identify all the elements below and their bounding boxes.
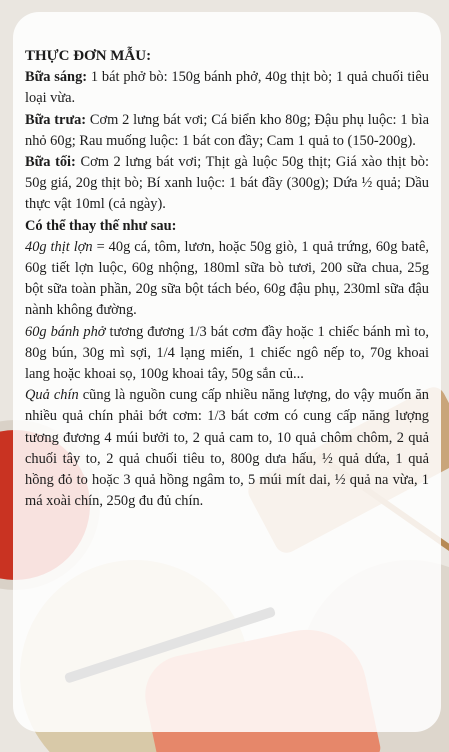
page-title: THỰC ĐƠN MẪU: <box>25 48 152 64</box>
menu-text <box>25 46 429 512</box>
noodle-label: 60g bánh phở <box>25 323 106 340</box>
menu-card <box>13 12 441 732</box>
breakfast-paragraph <box>25 67 429 109</box>
fruit-text: cũng là nguồn cung cấp nhiều năng lượng, do vậy muốn ăn nhiều quả chín phải bớt cơm: 1/3 bát cơm có cung cấp năng lượng tương đương 4 múi bưởi to, 2 quả cam to, 10 quả chôm chôm, 2 quả chuối tây to, 2 quả chuối tiêu to, 800g dưa hấu, ½ quả dứa, 1 quả hồng đỏ to hoặc 3 quả hồng ngâm to, 5 múi mít dai, ½ quả na vừa, 1 má xoài chín, 250g đu đủ chín. <box>25 387 429 510</box>
breakfast-text: 1 bát phở bò: 150g bánh phở, 40g thịt bò; 1 quả chuối tiêu loại vừa. <box>25 69 429 107</box>
dinner-text: Cơm 2 lưng bát vơi; Thịt gà luộc 50g thịt; Giá xào thịt bò: 50g giá, 20g thịt bò; Bí xanh luộc: 1 bát đầy (300g); Dứa ½ quả; Dầu thực vật 10ml (cả ngày). <box>25 154 429 213</box>
noodle-paragraph <box>25 322 429 386</box>
lunch-text: Cơm 2 lưng bát vơi; Cá biển kho 80g; Đậu phụ luộc: 1 bìa nhỏ 60g; Rau muống luộc: 1 bát con đầy; Cam 1 quả to (150-200g). <box>25 111 429 149</box>
fruit-label: Quả chín <box>25 387 79 404</box>
lunch-label: Bữa trưa: <box>25 111 87 128</box>
fruit-paragraph <box>25 385 429 512</box>
lunch-paragraph <box>25 110 429 152</box>
substitute-heading: Có thể thay thế như sau: <box>25 217 177 234</box>
breakfast-label: Bữa sáng: <box>25 69 88 86</box>
meat-paragraph <box>25 237 429 322</box>
dinner-paragraph <box>25 152 429 216</box>
meat-label: 40g thịt lợn <box>25 238 93 255</box>
dinner-label: Bữa tối: <box>25 154 76 171</box>
meat-text: = 40g cá, tôm, lươn, hoặc 50g giò, 1 quả trứng, 60g batê, 60g tiết lợn luộc, 60g nhộng, 180ml sữa bò tươi, 200 sữa chua, 25g bột sữa toàn phần, 20g sữa bột tách béo, 60g đậu phụ, 230ml sữa đậu nành không đường. <box>25 238 429 319</box>
noodle-text: tương đương 1/3 bát cơm đầy hoặc 1 chiếc bánh mì to, 80g bún, 30g mì sợi, 1/4 lạng miến, 1 chiếc ngô nếp to, 70g khoai lang hoặc khoai sọ, 100g khoai tây, 50g sắn củ... <box>25 323 429 383</box>
